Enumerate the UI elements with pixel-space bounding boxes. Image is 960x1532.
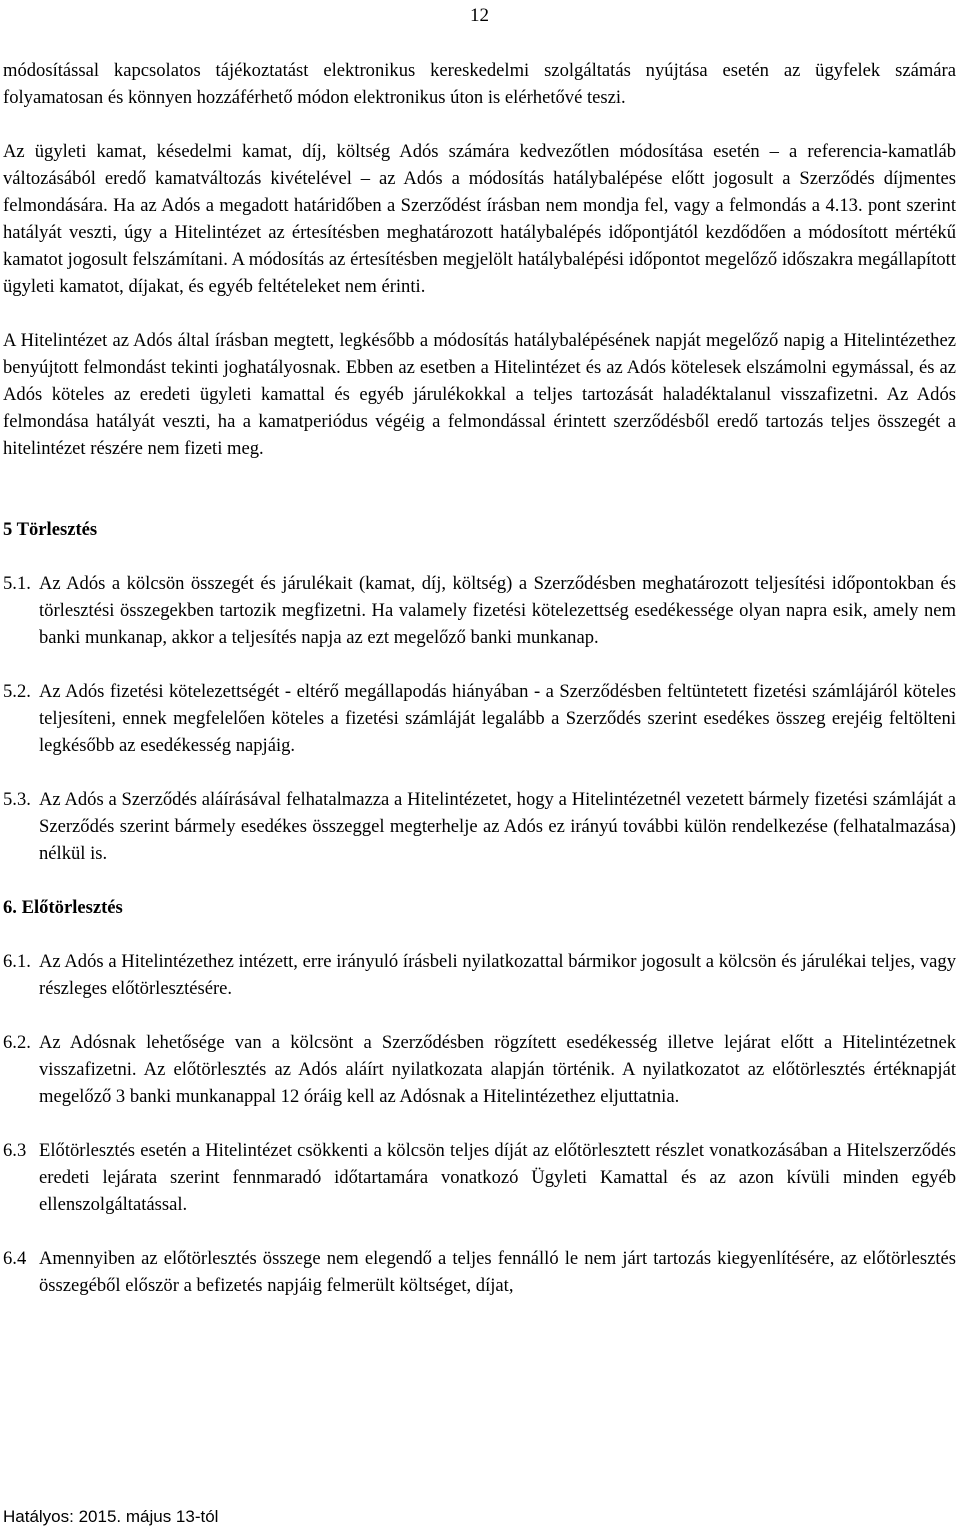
clause-number: 6.1. (3, 951, 31, 972)
section-heading-6: 6. Előtörlesztés (3, 897, 123, 918)
document-body (3, 57, 956, 1299)
clause-6-3 (3, 1137, 956, 1218)
clause-text: Előtörlesztés esetén a Hitelintézet csökkenti a kölcsön teljes díját az előtörlesztett részlet vonatkozásában a Hitelszerződés eredeti lejárata szerint fennmaradó időtartamára vonatkozó Ügyleti Kamattal és az azon kívüli minden egyéb ellenszolgáltatással. (39, 1140, 956, 1215)
page-number: 12 (470, 5, 489, 26)
clause-text: Az Adós a Szerződés aláírásával felhatalmazza a Hitelintézetet, hogy a Hitelintézetnél vezetett bármely fizetési számláját a Szerződés szerint bármely esedékes összeggel megterhelje az Adós ez irányú további külön rendelkezése (felhatalmazása) nélkül is. (39, 789, 956, 864)
clause-6-1 (3, 948, 956, 1002)
clause-number: 6.2. (3, 1032, 31, 1053)
clause-6-2 (3, 1029, 956, 1110)
clause-number: 5.1. (3, 573, 31, 594)
clause-5-3 (3, 786, 956, 867)
clause-text: Az Adós fizetési kötelezettségét - eltérő megállapodás hiányában - a Szerződésben feltüntetett fizetési számlájáról köteles teljesíteni, ennek megfelelően köteles a fizetési számláját legalább a Szerződés szerint esedékes összeg erejéig feltölteni legkésőbb az esedékesség napjáig. (39, 681, 956, 756)
clause-6-4 (3, 1245, 956, 1299)
clause-number: 5.2. (3, 681, 31, 702)
paragraph-termination: A Hitelintézet az Adós által írásban megtett, legkésőbb a módosítás hatálybalépésének napját megelőző napig a Hitelintézethez benyújtott felmondást tekinti joghatályosnak. Ebben az esetben a Hitelintézet és az Adós kötelesek elszámolni egymással, és az Adós köteles az eredeti ügyleti kamattal és egyéb járulékokkal a teljes tartozását haladéktalanul visszafizetni. Az Adós felmondása hatályát veszti, ha a kamatperiódus végéig a felmondással érintett szerződésből eredő tartozás teljes összegét a hitelintézet részére nem fizeti meg. (3, 330, 956, 459)
footer-effective-date: Hatályos: 2015. május 13-tól (3, 1507, 219, 1526)
clause-5-1 (3, 570, 956, 651)
clause-text: Az Adós a Hitelintézethez intézett, erre irányuló írásbeli nyilatkozattal bármikor jogosult a kölcsön és járulékai teljes, vagy részleges előtörlesztésére. (39, 951, 956, 999)
clause-text: Az Adós a kölcsön összegét és járulékait (kamat, díj, költség) a Szerződésben meghatározott teljesítési időpontokban és törlesztési összegekben tartozik megfizetni. Ha valamely fizetési kötelezettség esedékessége olyan napra esik, amely nem banki munkanap, akkor a teljesítés napja az ezt megelőző banki munkanap. (39, 573, 956, 648)
clause-number: 5.3. (3, 789, 31, 810)
clause-5-2 (3, 678, 956, 759)
paragraph-continuation: módosítással kapcsolatos tájékoztatást elektronikus kereskedelmi szolgáltatás nyújtása esetén az ügyfelek számára folyamatosan és könnyen hozzáférhető módon elektronikus úton is elérhetővé teszi. (3, 60, 956, 108)
clause-text: Az Adósnak lehetősége van a kölcsönt a Szerződésben rögzített esedékesség illetve lejárat előtt a Hitelintézetnek visszafizetni. Az előtörlesztés az Adós aláírt nyilatkozata alapján történik. A nyilatkozatot az előtörlesztés értéknapját megelőző 3 banki munkanappal 12 óráig kell az Adósnak a Hitelintézethez eljuttatnia. (39, 1032, 956, 1107)
paragraph-modification: Az ügyleti kamat, késedelmi kamat, díj, költség Adós számára kedvezőtlen módosítása esetén – a referencia-kamatláb változásából eredő kamatváltozás kivételével – az Adós a módosítás hatálybalépése előtt jogosult a Szerződés díjmentes felmondására. Ha az Adós a megadott határidőben a Szerződést írásban nem mondja fel, vagy a felmondás a 4.13. pont szerint hatályát veszti, úgy a Hitelintézet az értesítésben meghatározott hatálybalépés időpontjától kezdődően a módosított mértékű kamatot jogosult felszámítani. A módosítás az értesítésben megjelölt hatálybalépési időpontot megelőző időszakra megállapított ügyleti kamatot, díjakat, és egyéb feltételeket nem érinti. (3, 141, 956, 297)
clause-number: 6.4 (3, 1248, 27, 1269)
clause-number: 6.3 (3, 1140, 27, 1161)
section-heading-5: 5 Törlesztés (3, 519, 98, 540)
clause-text: Amennyiben az előtörlesztés összege nem elegendő a teljes fennálló le nem járt tartozás kiegyenlítésére, az előtörlesztés összegéből először a befizetés napjáig felmerült költséget, díjat, (39, 1248, 956, 1296)
